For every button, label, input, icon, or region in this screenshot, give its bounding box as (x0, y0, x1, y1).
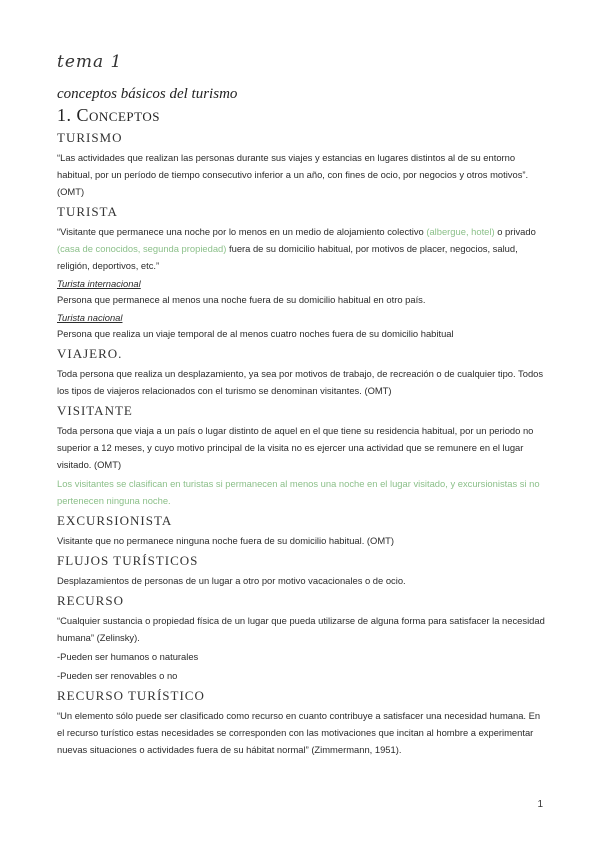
recurso-definition: “Cualquier sustancia o propiedad física de un lugar que pueda utilizarse de alguna forma para satisfacer la necesidad humana” (Zelinsky). (57, 615, 545, 643)
heading-viajero: VIAJERO. (57, 346, 123, 361)
viajero-definition: Toda persona que realiza un desplazamiento, ya sea por motivos de trabajo, de recreación o de cualquier tipo. Todos los tipos de viajeros relacionados con el turismo se denominan visitantes. (OMT) (57, 368, 544, 396)
turista-text-a: “Visitante que permanece una noche por lo menos en un medio de alojamiento colectivo (57, 226, 427, 237)
handwritten-title: tema 1 (57, 52, 123, 72)
recurso-item-1: -Pueden ser humanos o naturales (57, 651, 199, 662)
turista-internacional-label: Turista internacional (57, 278, 141, 289)
turista-internacional-text: Persona que permanece al menos una noche fuera de su domicilio habitual en otro país. (57, 294, 426, 305)
heading-visitante: VISITANTE (57, 403, 133, 418)
excursionista-definition: Visitante que no permanece ninguna noche fuera de su domicilio habitual. (OMT) (57, 535, 395, 546)
turista-nacional-text: Persona que realiza un viaje temporal de al menos cuatro noches fuera de su domicilio habitual (57, 328, 454, 339)
turista-definition (57, 223, 545, 274)
heading-excursionista: EXCURSIONISTA (57, 513, 173, 528)
document-subtitle: conceptos básicos del turismo (57, 86, 238, 102)
heading-recurso: RECURSO (57, 593, 124, 608)
visitante-note: Los visitantes se clasifican en turistas si permanecen al menos una noche en el lugar visitado, y excursionistas si no pertenecen ninguna noche. (57, 478, 540, 506)
heading-flujos: FLUJOS TURÍSTICOS (57, 553, 199, 568)
section-title: 1. Conceptos (57, 105, 160, 125)
recurso-turistico-definition: “Un elemento sólo puede ser clasificado como recurso en cuanto contribuye a satisfacer una necesidad humana. En el recurso turístico estas necesidades se corresponden con las motivaciones que incitan al hombre a experimentar nuevas situaciones o actividades fuera de su hábitat normal” (Zimmermann, 1951). (57, 710, 541, 755)
heading-turista: TURISTA (57, 204, 118, 219)
heading-turismo: TURISMO (57, 130, 123, 145)
turista-note-colectivo: (albergue, hotel) (426, 226, 495, 237)
turista-note-privado: (casa de conocidos, segunda propiedad) (57, 243, 227, 254)
turista-text-c: fuera de su domicilio habitual, por motivos de placer, negocios, salud, religión, deportivos, etc.” (57, 243, 518, 271)
turista-nacional-label: Turista nacional (57, 312, 123, 323)
turismo-definition: “Las actividades que realizan las personas durante sus viajes y estancias en lugares distintos al de su entorno habitual, por un período de tiempo consecutivo inferior a un año, con fines de ocio, por negocios y otros motivos”. (OMT) (57, 152, 529, 197)
document-page (57, 52, 545, 760)
visitante-definition: Toda persona que viaja a un país o lugar distinto de aquel en el que tiene su residencia habitual, por un periodo no superior a 12 meses, y cuyo motivo principal de la visita no es ejercer una actividad que se remunere en el lugar visitado. (OMT) (57, 425, 534, 470)
recurso-item-2: -Pueden ser renovables o no (57, 670, 178, 681)
turista-text-b: o privado (494, 226, 536, 237)
heading-recurso-turistico: RECURSO TURÍSTICO (57, 688, 205, 703)
flujos-definition: Desplazamientos de personas de un lugar a otro por motivo vacacionales o de ocio. (57, 575, 406, 586)
page-number: 1 (537, 799, 543, 810)
